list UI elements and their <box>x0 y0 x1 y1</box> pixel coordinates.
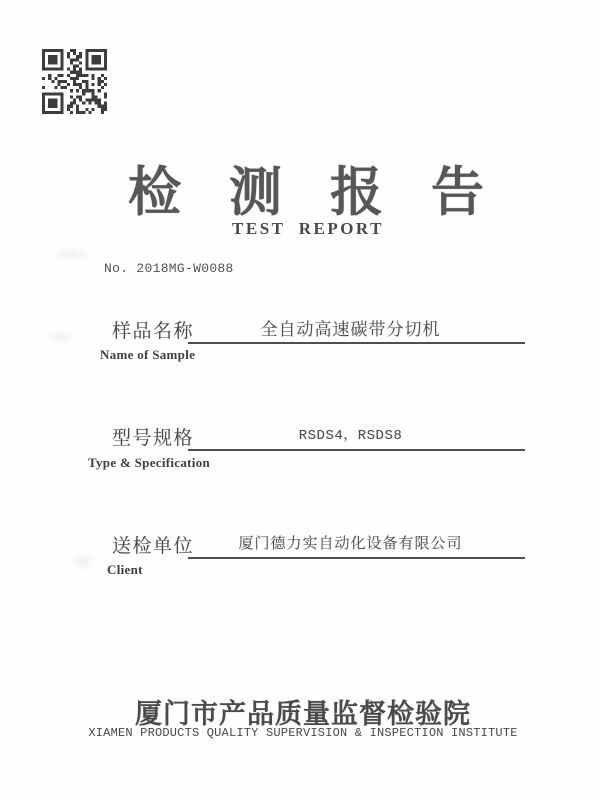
institute-name-english: XIAMEN PRODUCTS QUALITY SUPERVISION & INSPECTION INSTITUTE <box>88 726 518 740</box>
field-underline <box>188 424 525 451</box>
field-label-en: Type & Specification <box>88 455 211 470</box>
field-type-specification <box>0 429 600 489</box>
field-value: 全自动高速碳带分切机 <box>260 320 441 339</box>
institute-name-chinese: 厦门市产品质量监督检验院 <box>135 699 471 729</box>
field-underline <box>188 532 525 559</box>
report-title-english: TEST REPORT <box>232 219 384 238</box>
field-label-cn: 型号规格 <box>112 428 195 449</box>
field-label-en: Client <box>107 562 143 577</box>
field-value: RSDS4，RSDS8 <box>298 428 403 444</box>
field-label-cn: 送检单位 <box>112 536 195 557</box>
field-underline <box>188 317 525 344</box>
scan-artifact <box>52 246 92 262</box>
field-client <box>0 537 600 597</box>
field-label-en: Name of Sample <box>100 347 196 362</box>
report-number: No. 2018MG-W0088 <box>104 261 234 276</box>
field-label-cn: 样品名称 <box>112 321 195 342</box>
qr-code <box>42 45 107 118</box>
field-name-of-sample <box>0 322 600 382</box>
field-value: 厦门德力实自动化设备有限公司 <box>238 536 463 552</box>
report-title-chinese: 检测报告 <box>128 164 532 222</box>
